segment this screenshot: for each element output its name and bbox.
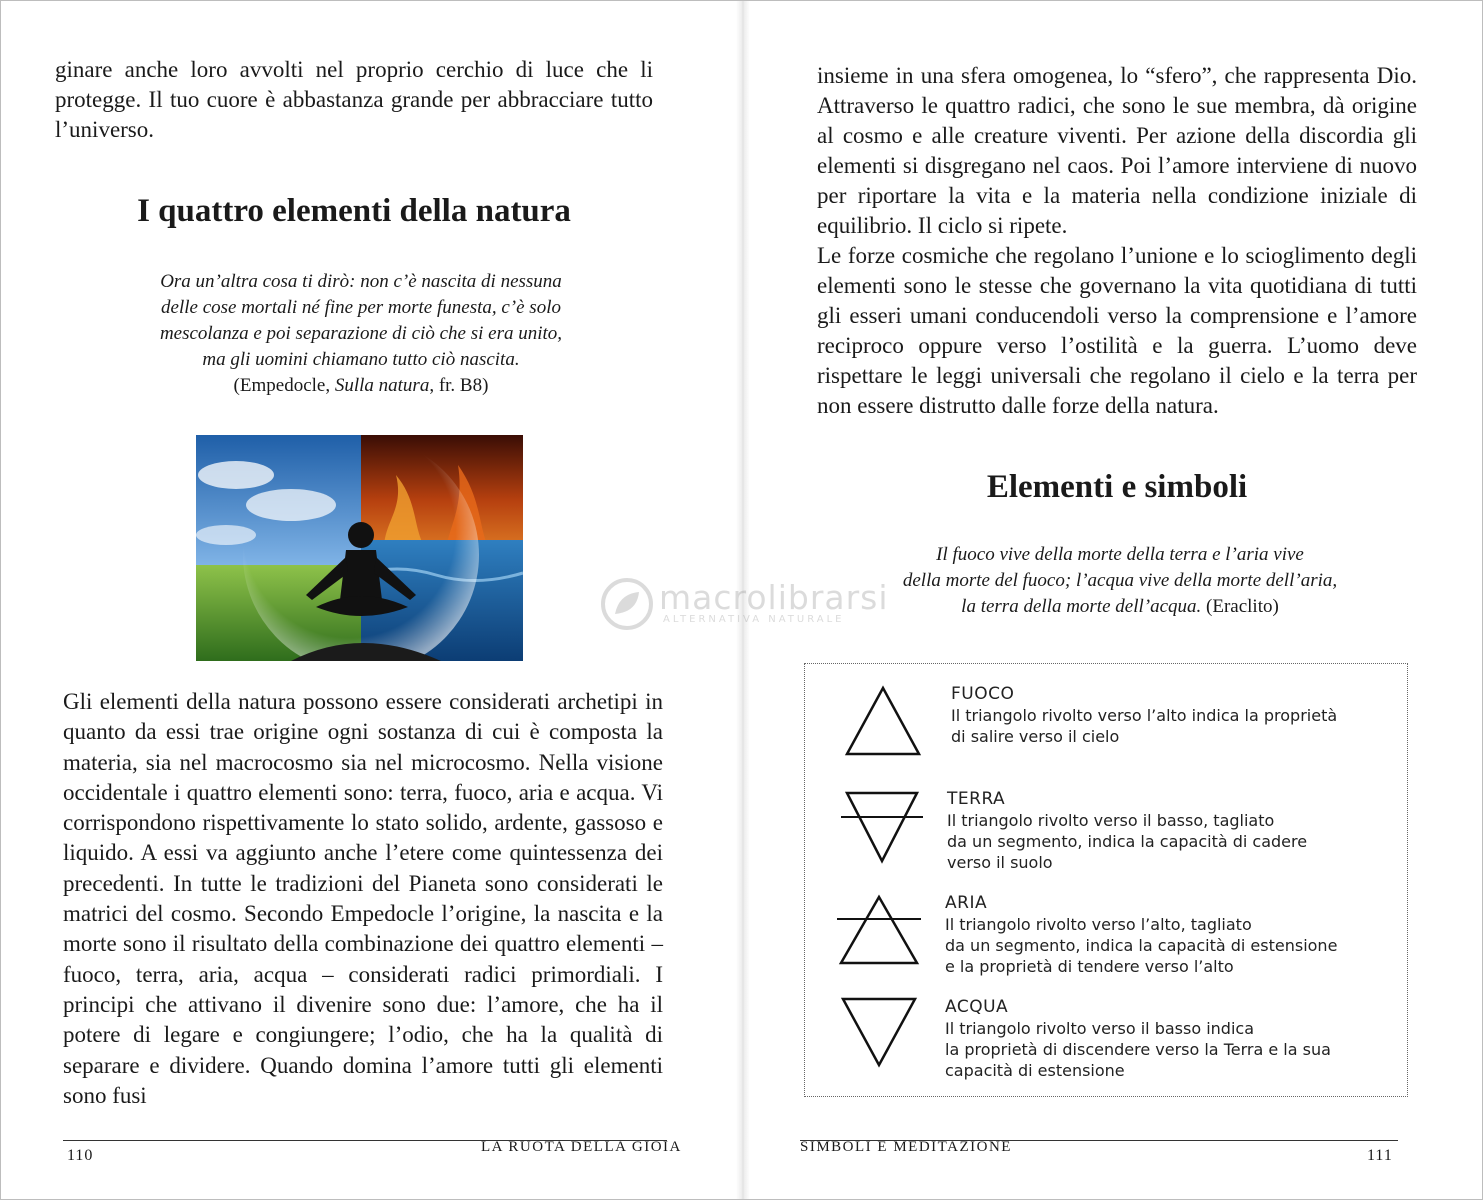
illustration-graphic: [196, 435, 523, 661]
symbol-description: Il triangolo rivolto verso il basso indica la proprietà di discendere verso la Terra e la sua capacità di estensione: [945, 1019, 1331, 1080]
quote-line: [840, 594, 1400, 620]
quote-line-text: la terra della morte dell’acqua.: [961, 596, 1202, 617]
body-text: Gli elementi della natura possono essere considerati archetipi in quanto da essi trae origine ogni sostanza di cui è composta la materia, sia nel macrocosmo sia nel microcosmo. Nella visione occidentale i quattro elementi sono: terra, fuoco, aria e acqua. Vi corrispondono rispettivamente lo stato solido, ardente, gassoso e liquido. A essi va aggiunto anche l’etere come quintessenza dei precedenti. In tutte le tradizioni del Pianeta sono considerati le matrici del cosmo. Secondo Empedocle l’origine, la nascita e la morte sono il risultato della combinazione dei quattro elementi – fuoco, terra, aria, acqua – considerati radici primordiali. I principi che attivano il divenire sono due: l’amore, che ha il potere di legare e congiungere; l’odio, che ha la qualità di separare e dividere. Quando domina l’amore tutti gli elementi sono fusi: [63, 689, 663, 1108]
symbol-text: [947, 789, 1307, 873]
eraclito-quote: [840, 542, 1400, 620]
page-number: 110: [67, 1147, 94, 1164]
symbol-name: ACQUA: [945, 997, 1009, 1017]
symbol-row-aria: [837, 893, 1397, 989]
section-heading-symbols: Elementi e simboli: [986, 469, 1248, 505]
paragraph-1: insieme in una sfera omogenea, lo “sfero”, che rappresenta Dio. Attraverso le quattro radici, che sono le sue membra, dà origine al cosmo e alle creature viventi. Per azione della discordia gli elementi si disgregano nel caos. Poi l’amore interviene di nuovo per riportare la vita e la materia nella condizione iniziale di equilibrio. Il ciclo si ripete.: [817, 63, 1417, 238]
symbol-description: Il triangolo rivolto verso l’alto indica la proprietà di salire verso il cielo: [951, 706, 1338, 746]
symbol-row-terra: [839, 789, 1399, 885]
symbol-description: Il triangolo rivolto verso l’alto, tagliato da un segmento, indica la capacità di estensione e la proprietà di tendere verso l’alto: [945, 915, 1338, 976]
watermark-name: macrolibrarsi: [659, 578, 889, 617]
leaf-logo-icon: [599, 576, 655, 632]
symbol-text: [945, 997, 1331, 1081]
earth-triangle-icon: [839, 789, 923, 865]
attribution-close: , fr. B8): [429, 375, 489, 396]
quote-attribution: (Eraclito): [1206, 596, 1279, 617]
symbol-name: FUOCO: [951, 684, 1015, 704]
watermark-tagline: ALTERNATIVA NATURALE: [663, 614, 845, 625]
quote-line: ma gli uomini chiamano tutto ciò nascita.: [202, 349, 520, 370]
quote-line: Ora un’altra cosa ti dirò: non c’è nascita di nessuna: [160, 271, 562, 292]
quote-attribution: [101, 373, 621, 399]
quote-line: delle cose mortali né fine per morte funesta, c’è solo: [161, 297, 561, 318]
symbol-description: Il triangolo rivolto verso il basso, tagliato da un segmento, indica la capacità di cadere verso il suolo: [947, 811, 1308, 872]
intro-paragraph: [55, 55, 653, 145]
page-number: 111: [1367, 1147, 1393, 1164]
symbol-text: [951, 684, 1337, 747]
attribution-work: Sulla natura: [334, 375, 430, 396]
quote-line: mescolanza e poi separazione di ciò che si era unito,: [159, 323, 563, 344]
symbol-name: TERRA: [947, 789, 1006, 809]
sfero-paragraph: [817, 61, 1417, 421]
symbol-row-fuoco: [843, 684, 1403, 780]
macrolibrarsi-watermark: [599, 576, 899, 636]
empedocle-quote: [101, 269, 621, 399]
paragraph-2: Le forze cosmiche che regolano l’unione e lo scioglimento degli elementi sono le stesse che governano la vita quotidiana di tutti gli esseri umani conducendoli verso la comprensione e l’amore reciproco oppure verso l’ostilità e la guerra. L’uomo deve rispettare le leggi universali che regolano il cielo e la terra per non essere distrutto dalle forze della natura.: [817, 243, 1417, 418]
water-triangle-icon: [837, 997, 921, 1073]
section-heading-elements: I quattro elementi della natura: [137, 193, 571, 229]
running-head: LA RUOTA DELLA GIOIA: [481, 1139, 682, 1155]
symbol-row-acqua: [837, 997, 1397, 1093]
elements-body-paragraph: [63, 687, 663, 1111]
air-triangle-icon: [837, 893, 921, 969]
intro-text: ginare anche loro avvolti nel proprio cerchio di luce che li protegge. Il tuo cuore è abbastanza grande per abbracciare tutto l’universo.: [55, 57, 653, 142]
quote-line: della morte del fuoco; l’acqua vive della morte dell’aria,: [902, 570, 1338, 591]
attribution-open: (Empedocle,: [233, 375, 335, 396]
symbol-text: [945, 893, 1337, 977]
symbol-name: ARIA: [945, 893, 988, 913]
quote-line: Il fuoco vive della morte della terra e l’aria vive: [936, 544, 1304, 565]
fire-triangle-icon: [843, 684, 923, 760]
meditation-elements-illustration: [196, 435, 523, 661]
running-head: SIMBOLI E MEDITAZIONE: [800, 1139, 1012, 1155]
element-symbols-box: [804, 663, 1408, 1097]
